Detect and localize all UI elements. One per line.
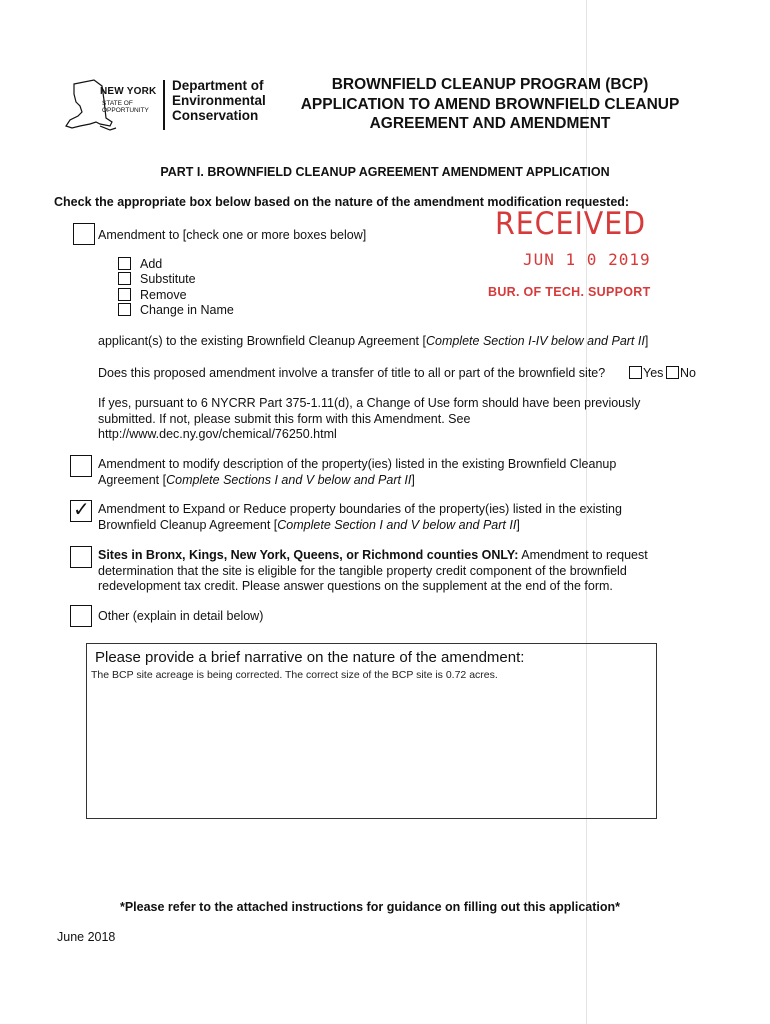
amendment-applicant-label: Amendment to [check one or more boxes below] [98, 228, 367, 242]
tangible-property-credit-checkbox[interactable] [70, 546, 92, 568]
modify-description-label: Amendment to modify description of the property(ies) listed in the existing Brownfield Cleanup Agreement [Complete Sections I and V below and Part II] [98, 457, 617, 487]
transfer-no-label: No [680, 366, 696, 380]
other-label: Other (explain in detail below) [98, 609, 264, 623]
document-title: BROWNFIELD CLEANUP PROGRAM (BCP) APPLICATION TO AMEND BROWNFIELD CLEANUP AGREEMENT AND AMENDMENT [300, 76, 680, 132]
form-revision-date: June 2018 [57, 930, 116, 944]
amendment-applicant-checkbox[interactable] [73, 223, 95, 245]
narrative-label: Please provide a brief narrative on the nature of the amendment: [95, 649, 525, 666]
logo-divider [163, 80, 165, 130]
received-stamp: RECEIVED [495, 206, 647, 242]
add-checkbox[interactable] [118, 257, 131, 270]
other-checkbox[interactable] [70, 605, 92, 627]
logo-state-name: NEW YORK [100, 86, 157, 97]
received-stamp-bureau: BUR. OF TECH. SUPPORT [488, 285, 651, 299]
change-of-use-note: If yes, pursuant to 6 NYCRR Part 375-1.11(d), a Change of Use form should have been previously submitted. If not, please submit this form with this Amendment. See http://www.dec.ny.gov/chemical/76250.html [98, 396, 641, 441]
remove-label: Remove [140, 288, 187, 302]
logo-department-name: Department of Environmental Conservation [172, 78, 266, 123]
transfer-no-checkbox[interactable] [666, 366, 679, 379]
tangible-property-credit-label: Sites in Bronx, Kings, New York, Queens, or Richmond counties ONLY: Amendment to request determination that the site is eligible for the tangible property credit component of the brownfield redevelopment tax credit. Please answer questions on the supplement at the end of the form. [98, 548, 648, 593]
transfer-yes-label: Yes [643, 366, 664, 380]
nys-dec-logo [60, 72, 275, 142]
change-in-name-label: Change in Name [140, 303, 234, 317]
narrative-text: The BCP site acreage is being corrected. The correct size of the BCP site is 0.72 acres. [91, 669, 498, 681]
transfer-yes-checkbox[interactable] [629, 366, 642, 379]
change-of-use-link[interactable]: http://www.dec.ny.gov/chemical/76250.html [98, 427, 337, 441]
substitute-checkbox[interactable] [118, 272, 131, 285]
part-heading: PART I. BROWNFIELD CLEANUP AGREEMENT AMENDMENT APPLICATION [160, 165, 610, 179]
expand-reduce-boundaries-checkbox[interactable] [70, 500, 92, 522]
applicant-instruction: applicant(s) to the existing Brownfield Cleanup Agreement [Complete Section I-IV below and Part II] [98, 334, 649, 348]
check-instruction: Check the appropriate box below based on the nature of the amendment modification requested: [54, 195, 630, 209]
checkmark-icon: ✓ [73, 499, 90, 521]
instructions-note: *Please refer to the attached instructions for guidance on filling out this application* [119, 900, 621, 914]
remove-checkbox[interactable] [118, 288, 131, 301]
modify-description-checkbox[interactable] [70, 455, 92, 477]
change-in-name-checkbox[interactable] [118, 303, 131, 316]
add-label: Add [140, 257, 163, 271]
logo-tagline: STATE OF OPPORTUNITY [102, 100, 149, 114]
substitute-label: Substitute [140, 272, 196, 286]
transfer-question: Does this proposed amendment involve a transfer of title to all or part of the brownfield site? [98, 366, 606, 380]
received-stamp-date: JUN 1 0 2019 [523, 250, 651, 269]
expand-reduce-boundaries-label: Amendment to Expand or Reduce property boundaries of the property(ies) listed in the existing Brownfield Cleanup Agreement [Complete Section I and V below and Part II] [98, 502, 622, 532]
